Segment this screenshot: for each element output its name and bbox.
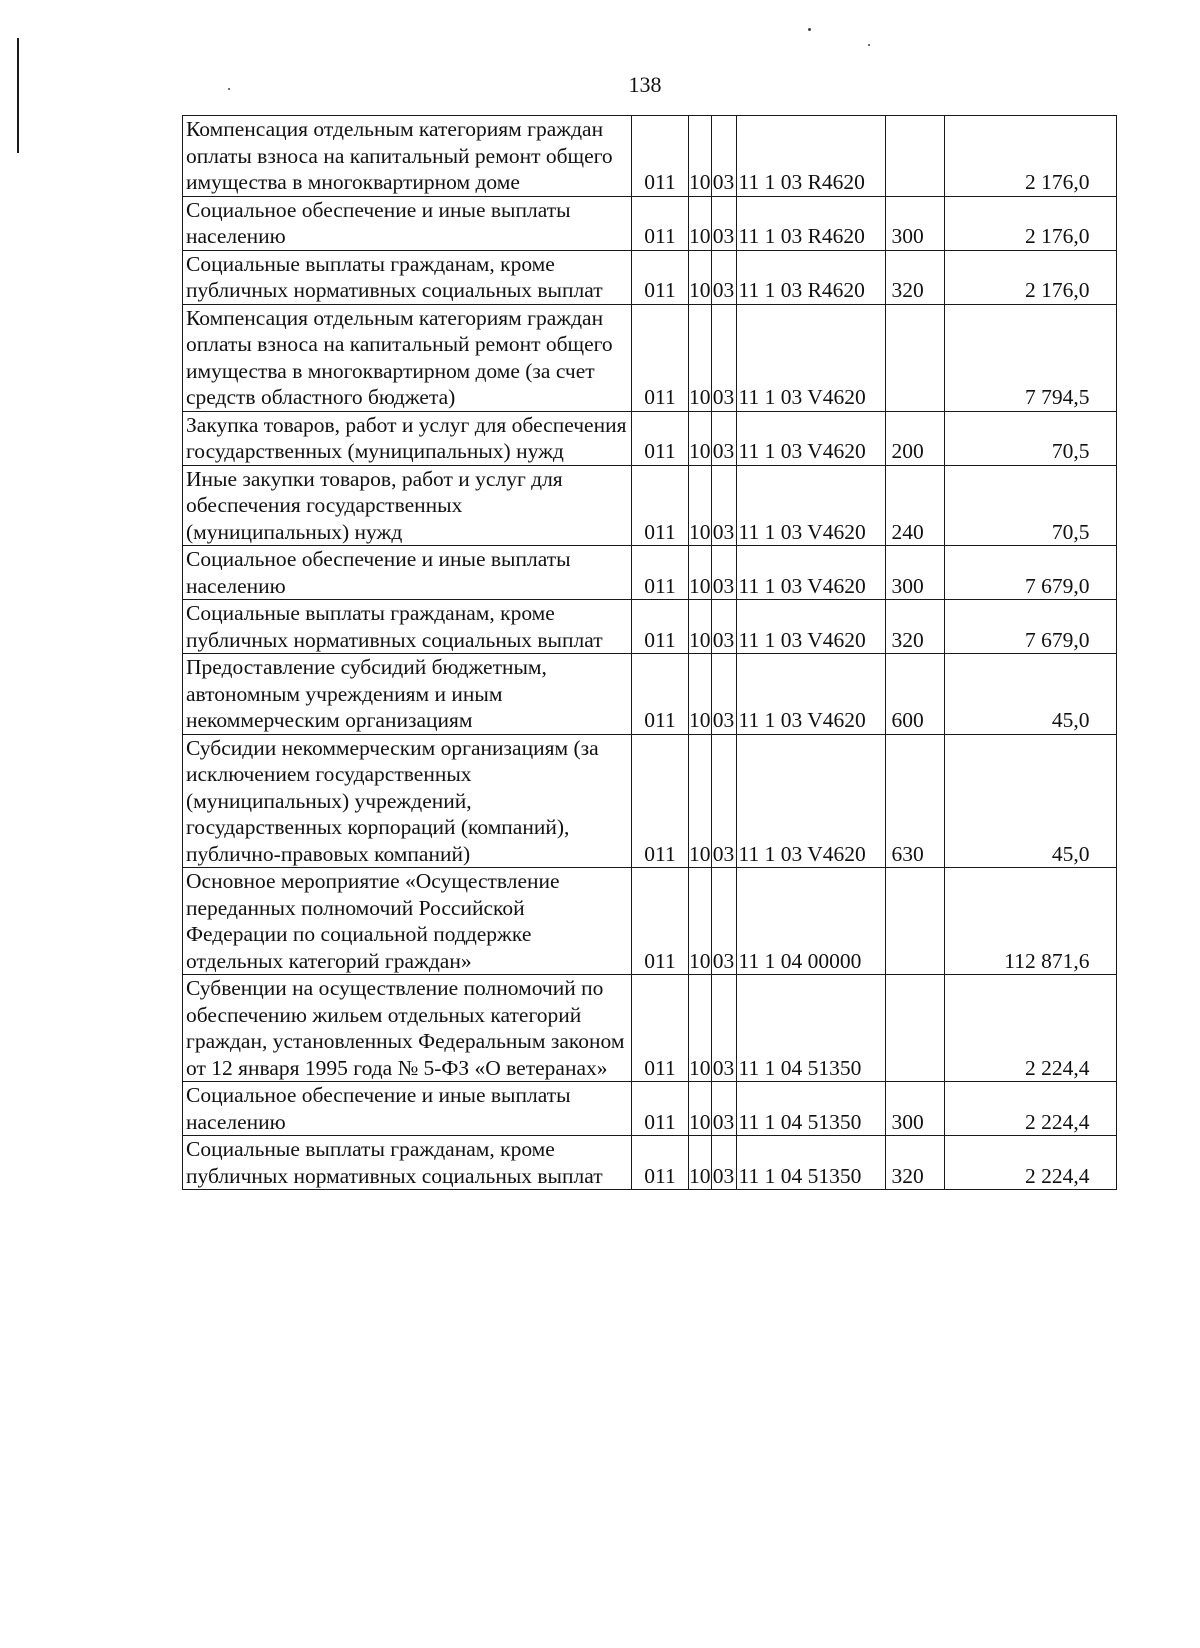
expense-type-code — [885, 304, 944, 411]
subsection-code: 03 — [711, 1136, 736, 1190]
table-row — [183, 654, 1117, 735]
target-article-code: 11 1 04 51350 — [736, 1136, 885, 1190]
table-row — [183, 600, 1117, 654]
target-article-code: 11 1 03 R4620 — [736, 250, 885, 304]
table-body — [183, 116, 1117, 1190]
section-code: 10 — [689, 411, 712, 465]
expense-type-code: 630 — [885, 734, 944, 868]
expense-type-code: 320 — [885, 1136, 944, 1190]
target-article-code: 11 1 03 V4620 — [736, 734, 885, 868]
table-row — [183, 411, 1117, 465]
subsection-code: 03 — [711, 116, 736, 197]
subsection-code: 03 — [711, 654, 736, 735]
admin-code: 011 — [632, 734, 689, 868]
section-code: 10 — [689, 546, 712, 600]
section-code: 10 — [689, 1082, 712, 1136]
expense-type-code: 600 — [885, 654, 944, 735]
section-code: 10 — [689, 975, 712, 1082]
item-name: Социальное обеспечение и иные выплаты населению — [183, 196, 632, 250]
subsection-code: 03 — [711, 465, 736, 546]
expense-type-code: 300 — [885, 546, 944, 600]
target-article-code: 11 1 04 51350 — [736, 1082, 885, 1136]
table-row — [183, 250, 1117, 304]
amount: 70,5 — [944, 411, 1116, 465]
expense-type-code: 300 — [885, 1082, 944, 1136]
item-name: Компенсация отдельным категориям граждан оплаты взноса на капитальный ремонт общего имущества в многоквартирном доме — [183, 116, 632, 197]
section-code: 10 — [689, 250, 712, 304]
item-name: Социальные выплаты гражданам, кроме публичных нормативных социальных выплат — [183, 1136, 632, 1190]
section-code: 10 — [689, 465, 712, 546]
amount: 45,0 — [944, 734, 1116, 868]
target-article-code: 11 1 03 R4620 — [736, 196, 885, 250]
amount: 70,5 — [944, 465, 1116, 546]
section-code: 10 — [689, 868, 712, 975]
scan-speck — [808, 28, 811, 31]
amount: 2 224,4 — [944, 1082, 1116, 1136]
item-name: Социальные выплаты гражданам, кроме публичных нормативных социальных выплат — [183, 250, 632, 304]
expense-type-code: 200 — [885, 411, 944, 465]
expense-type-code — [885, 975, 944, 1082]
amount: 2 176,0 — [944, 196, 1116, 250]
admin-code: 011 — [632, 1082, 689, 1136]
target-article-code: 11 1 03 V4620 — [736, 304, 885, 411]
subsection-code: 03 — [711, 734, 736, 868]
target-article-code: 11 1 04 51350 — [736, 975, 885, 1082]
subsection-code: 03 — [711, 600, 736, 654]
scan-speck — [868, 44, 870, 46]
admin-code: 011 — [632, 868, 689, 975]
admin-code: 011 — [632, 600, 689, 654]
item-name: Иные закупки товаров, работ и услуг для обеспечения государственных (муниципальных) нужд — [183, 465, 632, 546]
item-name: Предоставление субсидий бюджетным, автономным учреждениям и иным некоммерческим организациям — [183, 654, 632, 735]
admin-code: 011 — [632, 304, 689, 411]
table-row — [183, 465, 1117, 546]
target-article-code: 11 1 03 R4620 — [736, 116, 885, 197]
expense-type-code: 240 — [885, 465, 944, 546]
subsection-code: 03 — [711, 868, 736, 975]
admin-code: 011 — [632, 465, 689, 546]
section-code: 10 — [689, 734, 712, 868]
subsection-code: 03 — [711, 250, 736, 304]
table-row — [183, 196, 1117, 250]
item-name: Субвенции на осуществление полномочий по обеспечению жильем отдельных категорий граждан, установленных Федеральным законом от 12 января 1995 года № 5-ФЗ «О ветеранах» — [183, 975, 632, 1082]
amount: 7 679,0 — [944, 600, 1116, 654]
table-row — [183, 1082, 1117, 1136]
item-name: Социальное обеспечение и иные выплаты населению — [183, 546, 632, 600]
amount: 112 871,6 — [944, 868, 1116, 975]
admin-code: 011 — [632, 250, 689, 304]
amount: 45,0 — [944, 654, 1116, 735]
table-row — [183, 1136, 1117, 1190]
table-row — [183, 546, 1117, 600]
admin-code: 011 — [632, 116, 689, 197]
admin-code: 011 — [632, 196, 689, 250]
section-code: 10 — [689, 1136, 712, 1190]
target-article-code: 11 1 03 V4620 — [736, 600, 885, 654]
section-code: 10 — [689, 116, 712, 197]
admin-code: 011 — [632, 411, 689, 465]
admin-code: 011 — [632, 654, 689, 735]
subsection-code: 03 — [711, 975, 736, 1082]
item-name: Компенсация отдельным категориям граждан оплаты взноса на капитальный ремонт общего имущества в многоквартирном доме (за счет средств областного бюджета) — [183, 304, 632, 411]
amount: 2 176,0 — [944, 116, 1116, 197]
item-name: Основное мероприятие «Осуществление переданных полномочий Российской Федерации по социальной поддержке отдельных категорий граждан» — [183, 868, 632, 975]
expense-type-code: 320 — [885, 250, 944, 304]
target-article-code: 11 1 03 V4620 — [736, 546, 885, 600]
expense-type-code: 320 — [885, 600, 944, 654]
section-code: 10 — [689, 196, 712, 250]
item-name: Социальное обеспечение и иные выплаты населению — [183, 1082, 632, 1136]
item-name: Субсидии некоммерческим организациям (за исключением государственных (муниципальных) учреждений, государственных корпораций (компаний), публично-правовых компаний) — [183, 734, 632, 868]
expense-type-code — [885, 868, 944, 975]
target-article-code: 11 1 04 00000 — [736, 868, 885, 975]
subsection-code: 03 — [711, 411, 736, 465]
admin-code: 011 — [632, 546, 689, 600]
table-row — [183, 975, 1117, 1082]
subsection-code: 03 — [711, 1082, 736, 1136]
expense-type-code: 300 — [885, 196, 944, 250]
section-code: 10 — [689, 600, 712, 654]
expense-type-code — [885, 116, 944, 197]
amount: 7 794,5 — [944, 304, 1116, 411]
amount: 2 224,4 — [944, 1136, 1116, 1190]
subsection-code: 03 — [711, 196, 736, 250]
amount: 2 176,0 — [944, 250, 1116, 304]
target-article-code: 11 1 03 V4620 — [736, 411, 885, 465]
section-code: 10 — [689, 654, 712, 735]
item-name: Социальные выплаты гражданам, кроме публичных нормативных социальных выплат — [183, 600, 632, 654]
table-row — [183, 734, 1117, 868]
table-row — [183, 868, 1117, 975]
admin-code: 011 — [632, 975, 689, 1082]
subsection-code: 03 — [711, 304, 736, 411]
target-article-code: 11 1 03 V4620 — [736, 465, 885, 546]
admin-code: 011 — [632, 1136, 689, 1190]
item-name: Закупка товаров, работ и услуг для обеспечения государственных (муниципальных) нужд — [183, 411, 632, 465]
table-row — [183, 116, 1117, 197]
amount: 2 224,4 — [944, 975, 1116, 1082]
subsection-code: 03 — [711, 546, 736, 600]
section-code: 10 — [689, 304, 712, 411]
table-row — [183, 304, 1117, 411]
amount: 7 679,0 — [944, 546, 1116, 600]
page-number: 138 — [628, 72, 662, 97]
target-article-code: 11 1 03 V4620 — [736, 654, 885, 735]
budget-table — [182, 115, 1117, 1190]
